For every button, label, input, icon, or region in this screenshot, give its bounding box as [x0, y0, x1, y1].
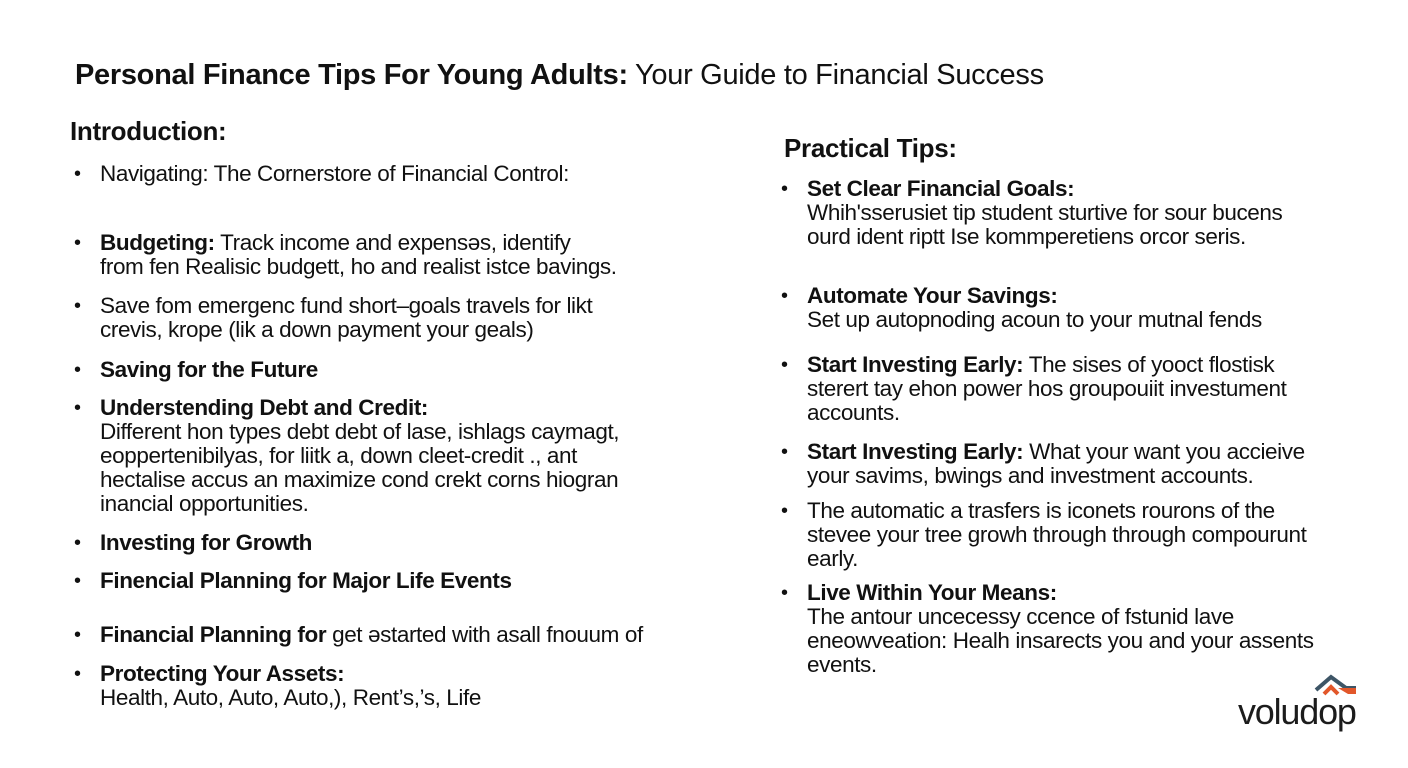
page-title-bold: Personal Finance Tips For Young Adults:	[75, 59, 628, 91]
bullet-icon: •	[74, 663, 81, 685]
bullet-icon: •	[74, 570, 81, 592]
bullet-icon: •	[781, 178, 788, 200]
bullet-icon: •	[74, 397, 81, 419]
bullet-icon: •	[781, 285, 788, 307]
bullet-icon: •	[781, 582, 788, 604]
bullet-icon: •	[781, 354, 788, 376]
page-title	[75, 58, 1044, 92]
bullet-icon: •	[74, 295, 81, 317]
introduction-heading: Introduction:	[70, 116, 227, 146]
bullet-icon: •	[74, 232, 81, 254]
logo-wordmark: voludop	[1238, 691, 1356, 732]
bullet-icon: •	[781, 441, 788, 463]
bullet-icon: •	[74, 163, 81, 185]
bullet-icon: •	[781, 500, 788, 522]
bullet-icon: •	[74, 532, 81, 554]
voludop-logo	[1238, 674, 1358, 740]
page-title-subtitle: Your Guide to Financial Success	[627, 59, 1044, 91]
practical-tips-heading: Practical Tips:	[784, 133, 957, 163]
bullet-icon: •	[74, 359, 81, 381]
bullet-icon: •	[74, 624, 81, 646]
